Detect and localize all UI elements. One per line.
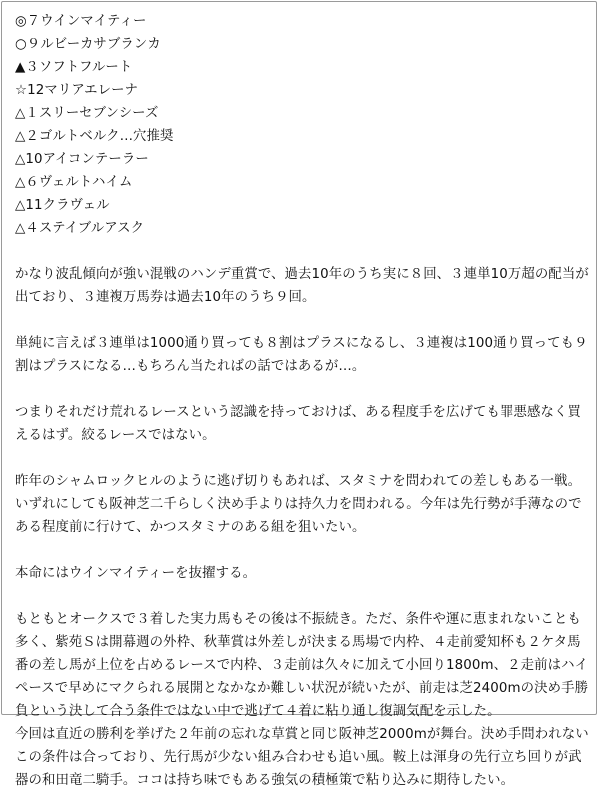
paragraph-race-character: 昨年のシャムロックヒルのように逃げ切りもあれば、スタミナを問われての差しもある一戦。いずれにしても阪神芝二千らしく決め手よりは持久力を問われる。今年は先行勢が手薄なのである程度前に行けて、かつスタミナのある組を狙いたい。 <box>15 474 582 535</box>
pick-item-renka: △２ゴルトベルク…穴推奨 <box>15 129 174 144</box>
paragraph-mindset: つまりそれだけ荒れるレースという認識を持っておけば、ある程度手を広げても罪悪感なく買えるはず。絞るレースではない。 <box>15 405 581 443</box>
pick-item-renka: △４ステイブルアスク <box>15 221 145 236</box>
pick-item-renka: △６ヴェルトハイム <box>15 175 133 190</box>
paragraph-history: もともとオークスで３着した実力馬もその後は不振続き。ただ、条件や運に恵まれないことも多く、紫苑Ｓは開幕週の外枠、秋華賞は外差しが決まる馬場で内枠、４走前愛知杯も２ケタ馬番の差し馬が上位を占めるレースで内枠、３走前は久々に加えて小回り1800m、２走前はハイペースで早めにマクられる展開となかなか難しい状況が続いたが、前走は芝2400mの決め手勝負という決して合う条件ではない中で逃げて４着に粘り通し復調気配を示した。 <box>15 612 589 719</box>
paragraph-main-pick: 本命にはウインマイティーを抜擢する。 <box>15 566 257 581</box>
article-frame <box>1 1 597 788</box>
spacer <box>15 378 593 401</box>
pick-item-honmei: ◎７ウインマイティー <box>15 14 147 29</box>
spacer <box>15 447 593 470</box>
spacer <box>15 309 593 332</box>
paragraph-trend: かなり波乱傾向が強い混戦のハンデ重賞で、過去10年のうち実に８回、３連単10万超の配当が出ており、３連複万馬券は過去10年のうち９回。 <box>15 267 589 305</box>
prediction-marks-list <box>15 10 593 240</box>
spacer <box>15 240 593 263</box>
pick-item-renka: △１スリーセブンシーズ <box>15 106 159 121</box>
article-content <box>15 10 593 792</box>
pick-item-renka: △10アイコンテーラー <box>15 152 149 167</box>
pick-item-tanana: ▲３ソフトフルート <box>15 60 133 75</box>
pick-item-renka: △11クラヴェル <box>15 198 110 213</box>
spacer <box>15 585 593 608</box>
paragraph-outlook: 今回は直近の勝利を挙げた２年前の忘れな草賞と同じ阪神芝2000mが舞台。決め手問われないこの条件は合っており、先行馬が少ない組み合わせも追い風。鞍上は渾身の先行立ち回りが武器の和田竜二騎手。ココは持ち味でもある強気の積極策で粘り込みに期待したい。 <box>15 727 589 788</box>
spacer <box>15 539 593 562</box>
paragraph-betting: 単純に言えば３連単は1000通り買っても８割はプラスになるし、３連複は100通り買っても９割はプラスになる…もちろん当たればの話ではあるが…。 <box>15 336 588 374</box>
pick-item-taikou: ○９ルビーカサブランカ <box>15 37 161 52</box>
pick-item-hoshi: ☆12マリアエレーナ <box>15 83 139 98</box>
